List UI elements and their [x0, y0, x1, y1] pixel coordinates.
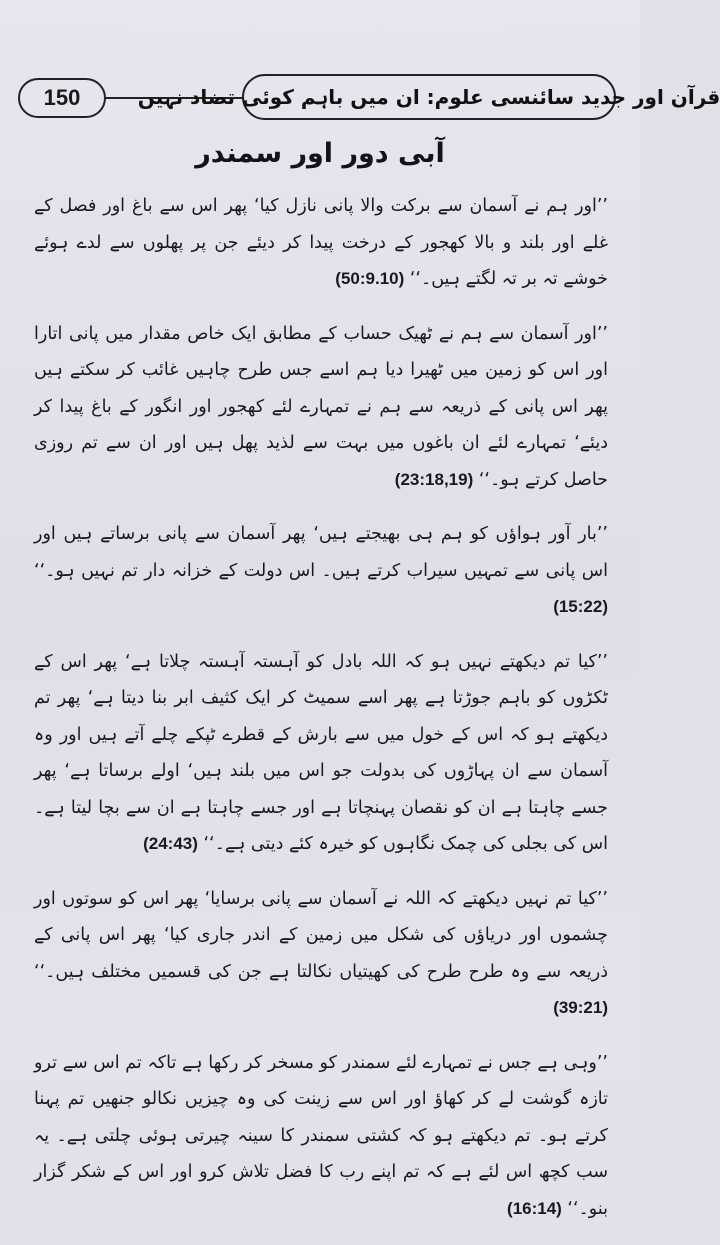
page-number: 150: [18, 78, 106, 118]
verse-text: ’’اور ہم نے آسمان سے برکت والا پانی نازل کیا‘ پھر اس سے باغ اور فصل کے غلے اور بلند و بالا کھجور کے درخت پیدا کر دیئے جن پر پھلوں سے لدے ہوئے خوشے تہ بر تہ لگتے ہیں۔‘‘: [34, 196, 608, 289]
verse-text: ’’بار آور ہواؤں کو ہم ہی بھیجتے ہیں‘ پھر آسمان سے پانی برساتے ہیں اور اس پانی سے تمہیں سیراب کرتے ہیں۔ اس دولت کے خزانہ دار تم نہیں ہو۔‘‘: [34, 524, 608, 581]
verse-text: ’’کیا تم دیکھتے نہیں ہو کہ اللہ بادل کو آہستہ آہستہ چلاتا ہے‘ پھر اس کے ٹکڑوں کو باہم جوڑتا ہے پھر اسے سمیٹ کر ایک کثیف ابر بنا دیتا ہے‘ پھر تم دیکھتے ہو کہ اس کے خول میں سے بارش کے قطرے ٹپکے چلے آتے ہیں اور وہ آسمان سے ان پہاڑوں کی بدولت جو اس میں بلند ہیں‘ اولے برساتا ہے‘ پھر جسے چاہتا ہے ان کو نقصان پہنچاتا ہے اور جسے چاہتا ہے ان سے بچا لیتا ہے۔ اس کی بجلی کی چمک نگاہوں کو خیرہ کئے دیتی ہے۔‘‘: [34, 651, 608, 854]
verse-reference: (16:14): [507, 1198, 562, 1218]
verse-paragraph: [34, 516, 608, 626]
verse-paragraph: [34, 316, 608, 499]
running-title: قرآن اور جدید سائنسی علوم: ان میں باہم کوئی تضاد نہیں: [242, 74, 616, 120]
verse-paragraph: [34, 881, 608, 1027]
verse-paragraph: [34, 188, 608, 298]
verse-reference: (39:21): [553, 998, 608, 1017]
verse-reference: (50:9.10): [335, 269, 405, 288]
verse-paragraph: [34, 1045, 608, 1228]
verse-reference: (24:43): [143, 834, 198, 853]
verse-paragraph: [34, 644, 608, 863]
verse-reference: (15:22): [553, 597, 608, 616]
page-body: [34, 188, 608, 1245]
verse-text: ’’اور آسمان سے ہم نے ٹھیک حساب کے مطابق ایک خاص مقدار میں پانی اتارا اور اس کو زمین میں ٹھیرا دیا ہم اسے جس طرح چاہیں غائب کر سکتے ہیں پھر اس پانی کے ذریعہ سے ہم نے تمہارے لئے کھجور اور انگور کے باغ پیدا کر دیئے‘ تمہارے لئے ان باغوں میں بہت سے لذید پھل ہیں اور ان سے تم روزی حاصل کرتے ہو۔‘‘: [34, 323, 608, 490]
verse-reference: (23:18,19): [394, 469, 474, 489]
verse-text: ’’کیا تم نہیں دیکھتے کہ اللہ نے آسمان سے پانی برسایا‘ پھر اس کو سوتوں اور چشموں اور دریاؤں کی شکل میں زمین کے اندر جاری کیا‘ پھر اس پانی کے ذریعہ سے وہ طرح طرح کی کھیتیاں نکالتا ہے جن کی قسمیں مختلف ہیں۔‘‘: [34, 888, 608, 982]
section-heading: آبی دور اور سمندر: [195, 138, 445, 169]
verse-text: ’’وہی ہے جس نے تمہارے لئے سمندر کو مسخر کر رکھا ہے تاکہ تم اس سے ترو تازہ گوشت لے کر کھاؤ اور اس سے زینت کی وہ چیزیں نکالو جنھیں تم پہنا کرتے ہو۔ تم دیکھتے ہو کہ کشتی سمندر کا سینہ چیرتی ہوئی چلتی ہے۔ یہ سب کچھ اس لئے ہے کہ تم اپنے رب کا فضل تلاش کرو اور اس کے شکر گزار بنو۔‘‘: [34, 1052, 608, 1219]
page-header: [14, 70, 720, 124]
